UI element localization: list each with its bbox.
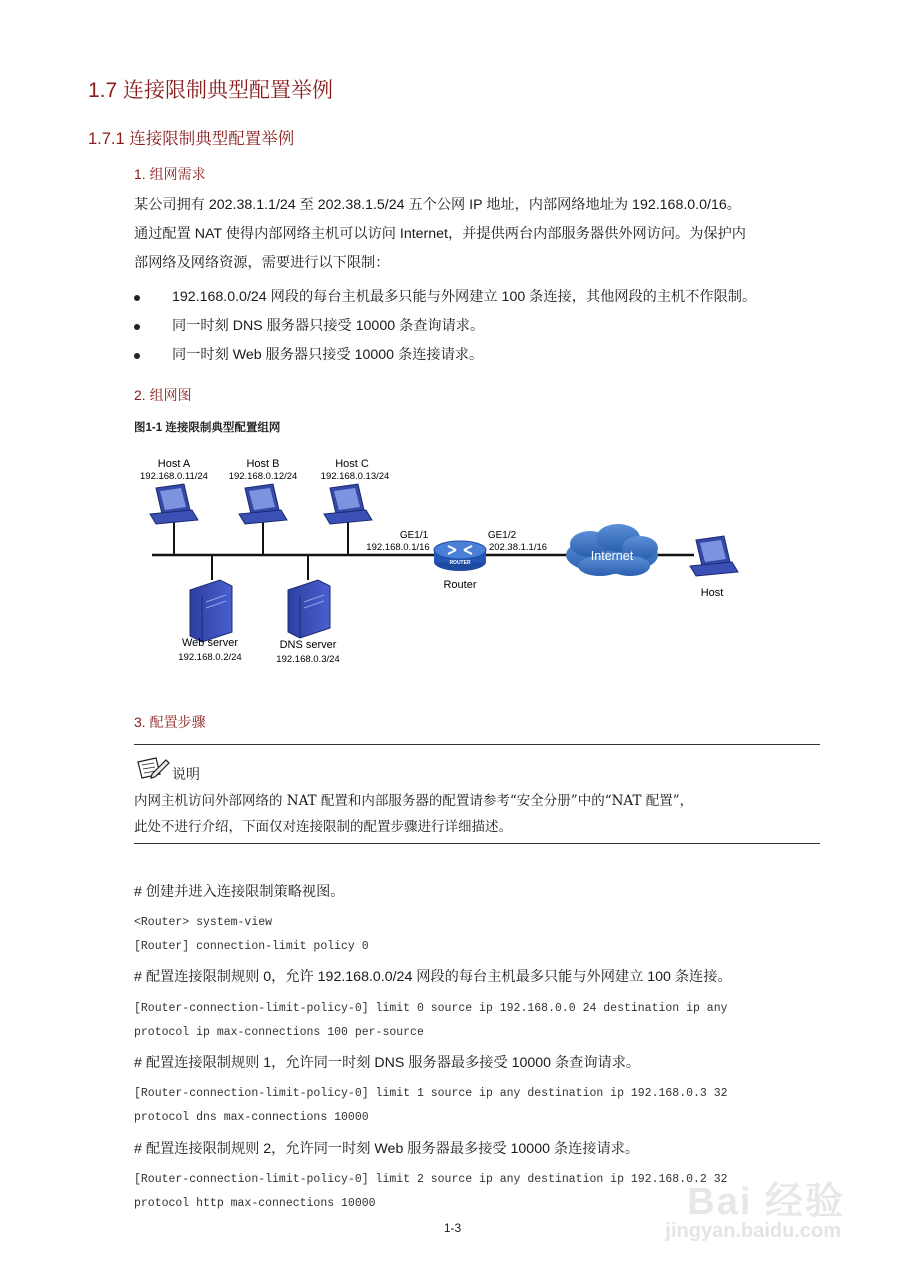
- requirements-list: [134, 283, 756, 370]
- external-host: [690, 536, 738, 599]
- server-name: DNS server: [279, 639, 337, 651]
- code-line: <Router> system-view: [134, 916, 273, 929]
- note-line: 内网主机访问外部网络的 NAT 配置和内部服务器的配置请参考“安全分册”中的“NAT 配置”，: [134, 793, 694, 809]
- bullet-icon: [134, 295, 140, 301]
- host-name: Host A: [157, 458, 191, 470]
- interface-ip: 192.168.0.1/16: [366, 542, 430, 553]
- code-line: protocol ip max-connections 100 per-source: [134, 1026, 424, 1039]
- computer-icon: [324, 484, 372, 524]
- host-name: Host B: [246, 458, 280, 470]
- interface-name: GE1/2: [487, 530, 517, 541]
- router-icon: [434, 541, 486, 571]
- computer-icon: [239, 484, 287, 524]
- code-block: [134, 1082, 728, 1130]
- bullet-icon: [134, 324, 140, 330]
- step-description: # 配置连接限制规则 2，允许同一时刻 Web 服务器最多接受 10000 条连接请求。: [134, 1141, 640, 1157]
- bullet-icon: [134, 353, 140, 359]
- code-line: [Router-connection-limit-policy-0] limit 0 source ip 192.168.0.0 24 destination ip any: [134, 1002, 728, 1015]
- code-block: [134, 911, 369, 959]
- interface-name: GE1/1: [399, 530, 429, 541]
- interface-ip: 202.38.1.1/16: [488, 542, 548, 553]
- server-ip: 192.168.0.2/24: [178, 652, 242, 663]
- list-item: [134, 283, 756, 312]
- network-diagram: [0, 440, 905, 680]
- note-label: 说明: [172, 766, 200, 782]
- host-ip: 192.168.0.12/24: [228, 471, 298, 482]
- code-block: [134, 997, 728, 1045]
- requirements-paragraph: [134, 191, 824, 278]
- internet-cloud: [566, 524, 658, 576]
- list-item: [134, 341, 756, 370]
- note-top-rule: [134, 744, 820, 745]
- router: [366, 530, 547, 591]
- host-c: [321, 458, 390, 524]
- diagram-heading: 2. 组网图: [134, 387, 192, 403]
- code-line: [Router-connection-limit-policy-0] limit 2 source ip any destination ip 192.168.0.2 32: [134, 1173, 728, 1186]
- cloud-label: Internet: [590, 549, 634, 563]
- figure-caption: 图1-1 连接限制典型配置组网: [134, 422, 281, 434]
- computer-icon: [150, 484, 198, 524]
- host-ip: 192.168.0.13/24: [320, 471, 390, 482]
- web-server: [178, 580, 241, 663]
- paragraph-line: 通过配置 NAT 使得内部网络主机可以访问 Internet，并提供两台内部服务器供外网访问。为保护内: [134, 226, 746, 242]
- step-description: # 配置连接限制规则 0，允许 192.168.0.0/24 网段的每台主机最多只能与外网建立 100 条连接。: [134, 969, 732, 985]
- section-subtitle: 1.7.1 连接限制典型配置举例: [88, 130, 295, 148]
- note-line: 此处不进行介绍，下面仅对连接限制的配置步骤进行详细描述。: [134, 819, 512, 835]
- code-line: [Router-connection-limit-policy-0] limit 1 source ip any destination ip 192.168.0.3 32: [134, 1087, 728, 1100]
- server-icon: [190, 580, 232, 642]
- router-name: Router: [443, 579, 477, 591]
- code-block: [134, 1168, 728, 1216]
- list-item: [134, 312, 756, 341]
- note-text: [134, 788, 693, 840]
- step-description: # 配置连接限制规则 1，允许同一时刻 DNS 服务器最多接受 10000 条查询请求。: [134, 1055, 641, 1071]
- section-title: 1.7 连接限制典型配置举例: [88, 79, 334, 102]
- code-line: [Router] connection-limit policy 0: [134, 940, 369, 953]
- server-icon: [288, 580, 330, 638]
- host-name: Host C: [335, 458, 369, 470]
- code-line: protocol dns max-connections 10000: [134, 1111, 369, 1124]
- paragraph-line: 某公司拥有 202.38.1.1/24 至 202.38.1.5/24 五个公网 IP 地址，内部网络地址为 192.168.0.0/16。: [134, 197, 741, 213]
- server-name: Web server: [181, 637, 239, 649]
- code-line: protocol http max-connections 10000: [134, 1197, 376, 1210]
- page-number: 1-3: [443, 1221, 462, 1235]
- computer-icon: [690, 536, 738, 576]
- list-item-text: 同一时刻 Web 服务器只接受 10000 条连接请求。: [172, 347, 484, 363]
- host-a: [140, 458, 208, 524]
- note-pencil-icon: [136, 756, 170, 780]
- paragraph-line: 部网络及网络资源，需要进行以下限制：: [134, 255, 390, 271]
- router-badge: ROUTER: [449, 560, 471, 566]
- server-ip: 192.168.0.3/24: [276, 654, 340, 665]
- list-item-text: 同一时刻 DNS 服务器只接受 10000 条查询请求。: [172, 318, 485, 334]
- dns-server: [276, 580, 339, 665]
- watermark-url: jingyan.baidu.com: [665, 1220, 841, 1242]
- watermark: Bai 经验: [687, 1181, 845, 1223]
- host-b: [229, 458, 298, 524]
- list-item-text: 192.168.0.0/24 网段的每台主机最多只能与外网建立 100 条连接，其他网段的主机不作限制。: [172, 289, 757, 305]
- steps-heading: 3. 配置步骤: [134, 714, 206, 730]
- host-ip: 192.168.0.11/24: [140, 471, 208, 482]
- host-name: Host: [700, 587, 724, 599]
- requirements-heading: 1. 组网需求: [134, 166, 206, 182]
- note-bottom-rule: [134, 843, 820, 844]
- step-description: # 创建并进入连接限制策略视图。: [134, 884, 345, 900]
